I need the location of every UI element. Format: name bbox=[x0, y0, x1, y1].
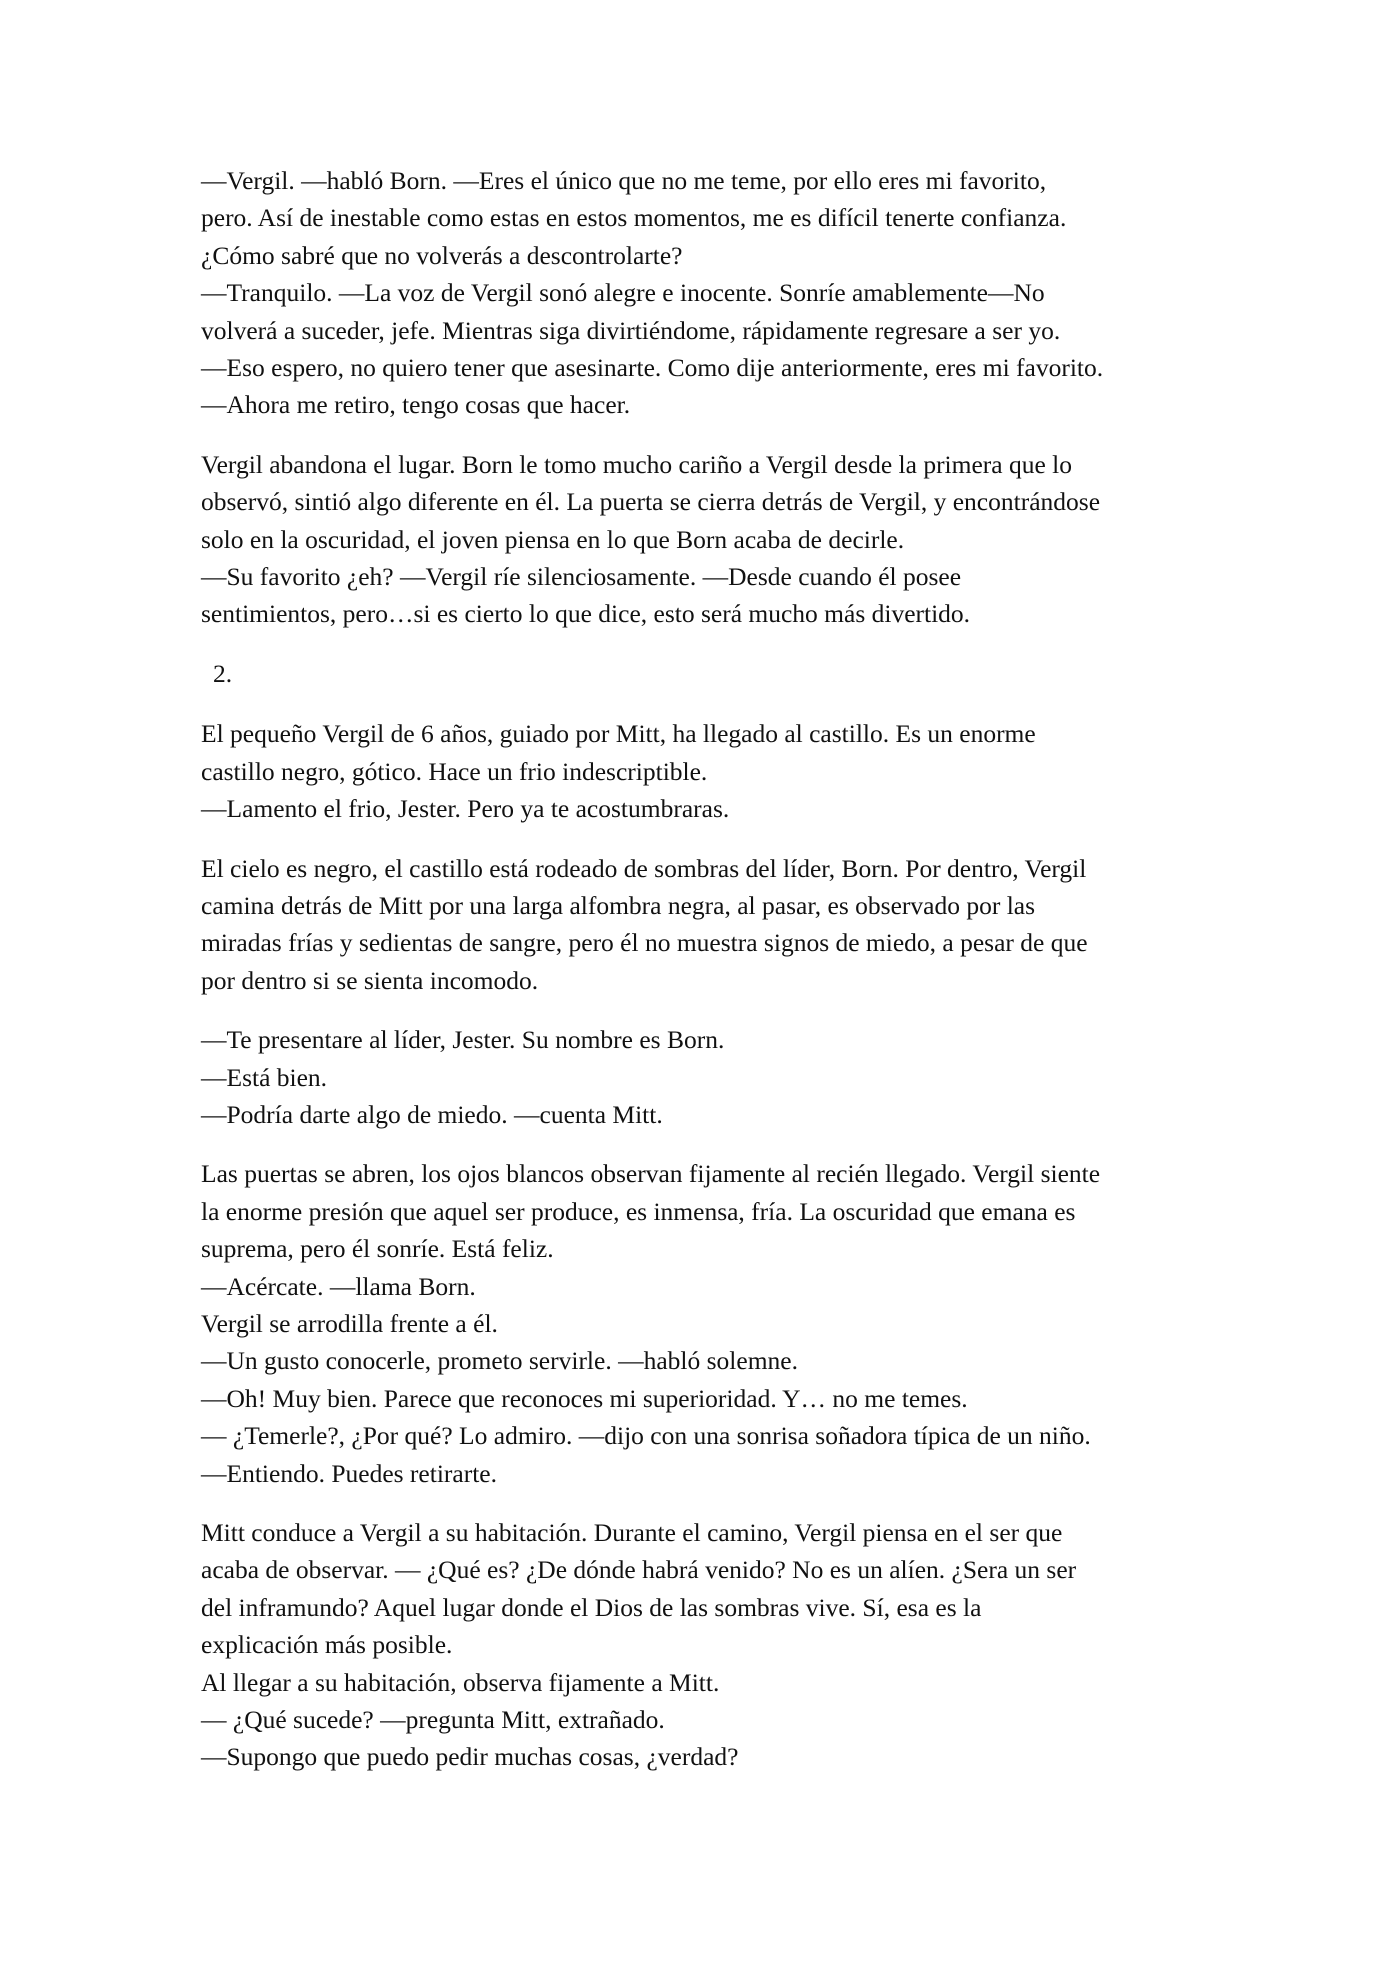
text-line: —Oh! Muy bien. Parece que reconoces mi superioridad. Y… no me temes. bbox=[201, 1383, 968, 1413]
document-body bbox=[201, 162, 1231, 1798]
text-line: El pequeño Vergil de 6 años, guiado por Mitt, ha llegado al castillo. Es un enorme bbox=[201, 719, 1036, 749]
text-line: —Entiendo. Puedes retirarte. bbox=[201, 1458, 497, 1488]
text-line: — ¿Qué sucede? —pregunta Mitt, extrañado. bbox=[201, 1705, 665, 1735]
text-line: —Lamento el frio, Jester. Pero ya te acostumbraras. bbox=[201, 794, 730, 824]
text-line: ¿Cómo sabré que no volverás a descontrolarte? bbox=[201, 240, 683, 270]
paragraph bbox=[201, 1021, 1231, 1133]
text-line: explicación más posible. bbox=[201, 1630, 453, 1660]
paragraph bbox=[201, 446, 1231, 633]
text-line: Vergil abandona el lugar. Born le tomo mucho cariño a Vergil desde la primera que lo bbox=[201, 449, 1073, 479]
text-line: —Un gusto conocerle, prometo servirle. —habló solemne. bbox=[201, 1346, 798, 1376]
text-line: Al llegar a su habitación, observa fijamente a Mitt. bbox=[201, 1667, 720, 1697]
text-line: observó, sintió algo diferente en él. La puerta se cierra detrás de Vergil, y encontrándose bbox=[201, 487, 1101, 517]
text-line: — ¿Temerle?, ¿Por qué? Lo admiro. —dijo con una sonrisa soñadora típica de un niño. bbox=[201, 1421, 1091, 1451]
text-line: —Te presentare al líder, Jester. Su nombre es Born. bbox=[201, 1025, 725, 1055]
text-line: miradas frías y sedientas de sangre, pero él no muestra signos de miedo, a pesar de que bbox=[201, 928, 1088, 958]
text-line: —Eso espero, no quiero tener que asesinarte. Como dije anteriormente, eres mi favorito. bbox=[201, 353, 1104, 383]
text-line: camina detrás de Mitt por una larga alfombra negra, al pasar, es observado por las bbox=[201, 890, 1036, 920]
text-line: sentimientos, pero…si es cierto lo que dice, esto será mucho más divertido. bbox=[201, 599, 971, 629]
text-line: volverá a suceder, jefe. Mientras siga divirtiéndome, rápidamente regresare a ser yo. bbox=[201, 315, 1061, 345]
text-line: —Su favorito ¿eh? —Vergil ríe silenciosamente. —Desde cuando él posee bbox=[201, 562, 962, 592]
paragraph bbox=[201, 1514, 1231, 1776]
text-line: —Ahora me retiro, tengo cosas que hacer. bbox=[201, 390, 631, 420]
text-line: —Supongo que puedo pedir muchas cosas, ¿verdad? bbox=[201, 1742, 739, 1772]
paragraph bbox=[201, 162, 1231, 424]
text-line: por dentro si se sienta incomodo. bbox=[201, 965, 539, 995]
text-line: Mitt conduce a Vergil a su habitación. Durante el camino, Vergil piensa en el ser que bbox=[201, 1518, 1063, 1547]
text-line: El cielo es negro, el castillo está rodeado de sombras del líder, Born. Por dentro, Vergil bbox=[201, 853, 1087, 883]
paragraph bbox=[201, 715, 1231, 827]
section-number bbox=[213, 655, 1231, 692]
text-line: Las puertas se abren, los ojos blancos observan fijamente al recién llegado. Vergil siente bbox=[201, 1159, 1101, 1189]
text-line: —Vergil. —habló Born. —Eres el único que no me teme, por ello eres mi favorito, bbox=[201, 166, 1047, 195]
text-line: suprema, pero él sonríe. Está feliz. bbox=[201, 1234, 554, 1264]
text-line: —Está bien. bbox=[201, 1062, 328, 1092]
text-line: —Acércate. —llama Born. bbox=[201, 1271, 476, 1301]
text-line: —Podría darte algo de miedo. —cuenta Mitt. bbox=[201, 1099, 663, 1129]
text-line: castillo negro, gótico. Hace un frio indescriptible. bbox=[201, 756, 708, 786]
text-line: Vergil se arrodilla frente a él. bbox=[201, 1308, 498, 1338]
text-line: la enorme presión que aquel ser produce, es inmensa, fría. La oscuridad que emana es bbox=[201, 1196, 1076, 1226]
text-line: 2. bbox=[213, 658, 233, 688]
paragraph bbox=[201, 850, 1231, 1000]
paragraph bbox=[201, 1155, 1231, 1492]
text-line: acaba de observar. — ¿Qué es? ¿De dónde habrá venido? No es un alíen. ¿Sera un ser bbox=[201, 1555, 1077, 1585]
text-line: —Tranquilo. —La voz de Vergil sonó alegre e inocente. Sonríe amablemente—No bbox=[201, 278, 1045, 308]
text-line: solo en la oscuridad, el joven piensa en lo que Born acaba de decirle. bbox=[201, 524, 905, 554]
text-line: del inframundo? Aquel lugar donde el Dios de las sombras vive. Sí, esa es la bbox=[201, 1592, 982, 1622]
text-line: pero. Así de inestable como estas en estos momentos, me es difícil tenerte confianza. bbox=[201, 203, 1067, 233]
